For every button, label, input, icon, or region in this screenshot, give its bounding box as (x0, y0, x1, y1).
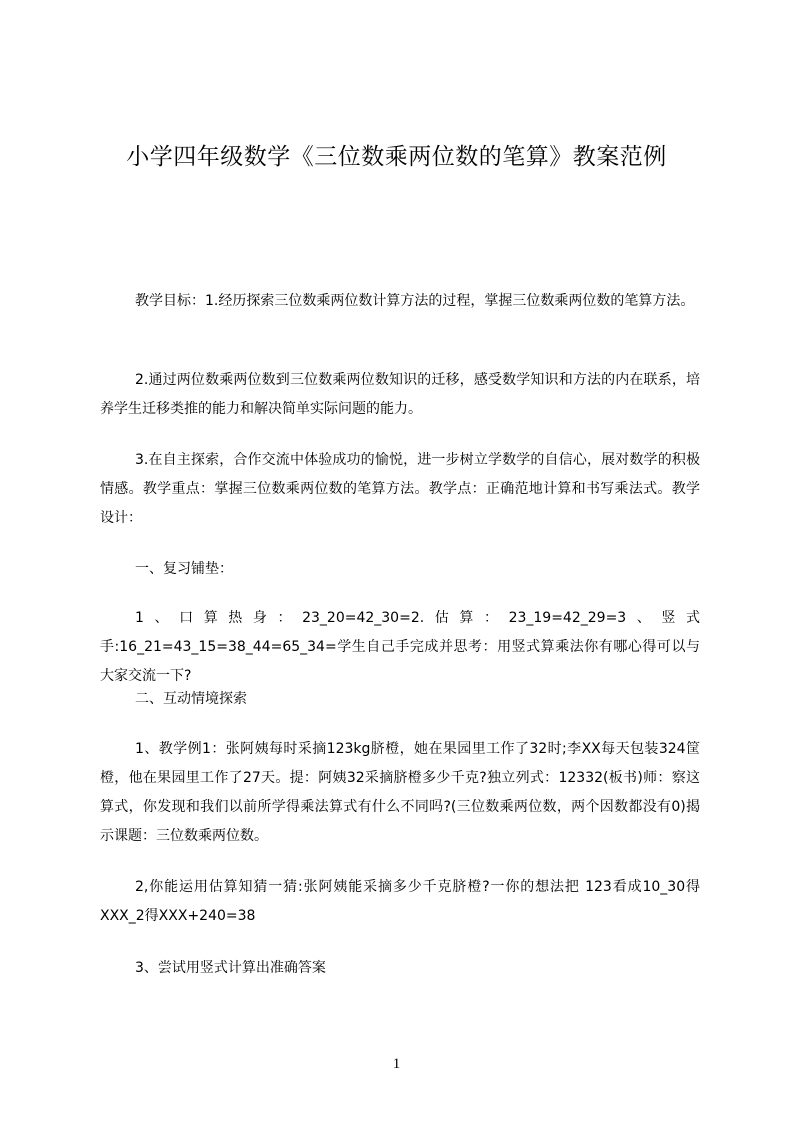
page-number: 1 (392, 1056, 401, 1072)
document-title: 小学四年级数学《三位数乘两位数的笔算》教案范例 (126, 144, 667, 170)
paragraph-objective-2: 2.通过两位数乘两位数到三位数乘两位数知识的迁移，感受数学知识和方法的内在联系，培养学生迁移类推的能力和解决简单实际问题的能力。 (100, 372, 700, 417)
section-heading-review: 一、复习铺垫： (135, 561, 233, 577)
section-heading-explore: 二、互动情境探索 (135, 691, 247, 707)
paragraph-estimate: 2,你能运用估算知猜一猜:张阿姨能采摘多少千克脐橙?一你的想法把 123看成10_30得XXX_2得XXX+240=38 (100, 879, 700, 924)
paragraph-warmup: 1、口算热身：23_20=42_30=2.估算：23_19=42_29=3、竖式手:16_21=43_15=38_44=65_34=学生自己手完成并思考：用竖式算乘法你有哪心得可以与大家交流一下? (100, 610, 700, 684)
paragraph-objective-1: 教学目标：1.经历探索三位数乘两位数计算方法的过程，掌握三位数乘两位数的笔算方法。 (135, 293, 695, 309)
paragraph-example-1: 1、教学例1：张阿姨每时采摘123kg脐橙，她在果园里工作了32时;李XX每天包装324筐橙，他在果园里工作了27天。提：阿姨32采摘脐橙多少千克?独立列式：12332(板书)师：察这算式，你发现和我们以前所学得乘法算式有什么不同吗?(三位数乘两位数，两个因数都没有0)揭示课题：三位数乘两位数。 (100, 741, 700, 844)
paragraph-try-vertical: 3、尝试用竖式计算出准确答案 (135, 960, 326, 976)
paragraph-objective-3: 3.在自主探索，合作交流中体验成功的愉悦，进一步树立学数学的自信心，展对数学的积极情感。教学重点：掌握三位数乘两位数的笔算方法。教学点：正确范地计算和书写乘法式。教学设计： (100, 452, 700, 526)
